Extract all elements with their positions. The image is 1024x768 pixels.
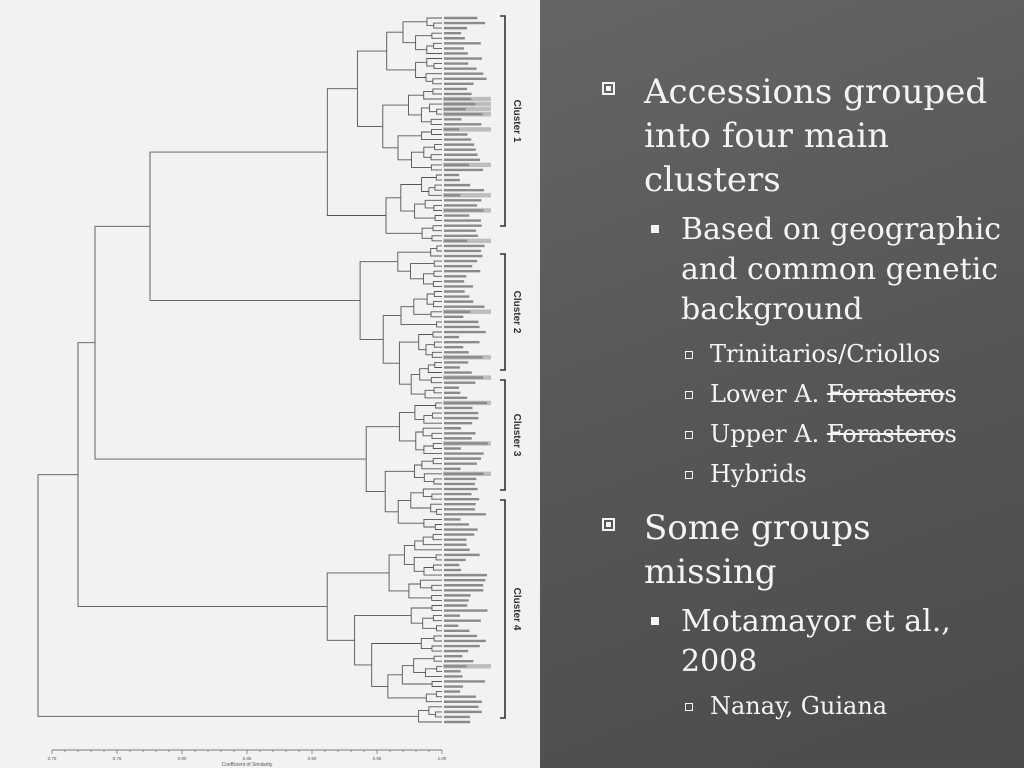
cluster-2-label: Cluster 2 <box>511 290 522 334</box>
square-bullet-icon <box>651 225 659 233</box>
bullet-motamayor-2008 <box>681 602 1024 682</box>
dendrogram-tree <box>38 18 442 722</box>
boxed-bullet-icon <box>602 518 615 531</box>
bullet-text: Based on geographic and common genetic background <box>681 212 1002 327</box>
bullet-text-prefix: Lower A. <box>710 380 827 408</box>
bullet-text-strikethrough: Forastero <box>826 420 945 448</box>
cluster-brackets <box>500 16 522 718</box>
tick-0-95: 0.95 <box>372 756 382 761</box>
bullet-text-prefix: Upper A. <box>710 420 827 448</box>
cluster-4-bracket <box>500 500 505 718</box>
bullet-text: Accessions grouped into four main clusters <box>644 72 988 200</box>
bullet-groups-missing <box>644 506 1024 594</box>
bullet-geographic-background <box>681 210 1024 330</box>
bullet-accessions-grouped <box>644 70 1024 202</box>
axis-title: Coefficient of Similarity <box>221 762 273 768</box>
hollow-square-bullet-icon <box>685 703 693 711</box>
bullet-text-suffix: s <box>944 380 957 408</box>
bullet-trinitarios-criollos <box>710 338 1024 370</box>
bullet-upper-forasteros <box>710 418 1024 450</box>
cluster-4-label: Cluster 4 <box>511 587 522 631</box>
bullet-list <box>540 70 1024 722</box>
bullet-text-suffix: s <box>944 420 957 448</box>
bullet-hybrids <box>710 458 1024 490</box>
bullet-text: Some groups missing <box>644 508 871 592</box>
axis-minor-ticks <box>52 750 442 754</box>
cluster-1-label: Cluster 1 <box>511 99 522 143</box>
hollow-square-bullet-icon <box>685 431 693 439</box>
hollow-square-bullet-icon <box>685 351 693 359</box>
similarity-axis <box>48 750 447 768</box>
dendrogram-branches <box>38 18 442 722</box>
tick-0-85: 0.85 <box>242 756 252 761</box>
cluster-3-bracket <box>500 380 505 490</box>
bullet-text: Nanay, Guiana <box>710 692 888 720</box>
bullet-lower-forasteros <box>710 378 1024 410</box>
tick-0-80: 0.80 <box>177 756 187 761</box>
tick-0-90: 0.90 <box>307 756 317 761</box>
leaf-labels <box>443 18 491 722</box>
bullet-text: Hybrids <box>710 460 807 488</box>
tick-0-70: 0.70 <box>47 756 57 761</box>
hollow-square-bullet-icon <box>685 391 693 399</box>
tick-0-75: 0.75 <box>112 756 122 761</box>
text-panel <box>540 0 1024 768</box>
bullet-text: Motamayor et al., 2008 <box>681 604 951 679</box>
cluster-3-label: Cluster 3 <box>511 413 522 457</box>
boxed-bullet-icon <box>602 82 615 95</box>
bullet-text-strikethrough: Forastero <box>826 380 945 408</box>
bullet-text: Trinitarios/Criollos <box>710 340 941 368</box>
bullet-nanay-guiana <box>710 690 1024 722</box>
cluster-1-bracket <box>500 16 505 226</box>
tick-1-00: 1.00 <box>437 756 447 761</box>
hollow-square-bullet-icon <box>685 471 693 479</box>
cluster-2-bracket <box>500 254 505 370</box>
square-bullet-icon <box>651 617 659 625</box>
